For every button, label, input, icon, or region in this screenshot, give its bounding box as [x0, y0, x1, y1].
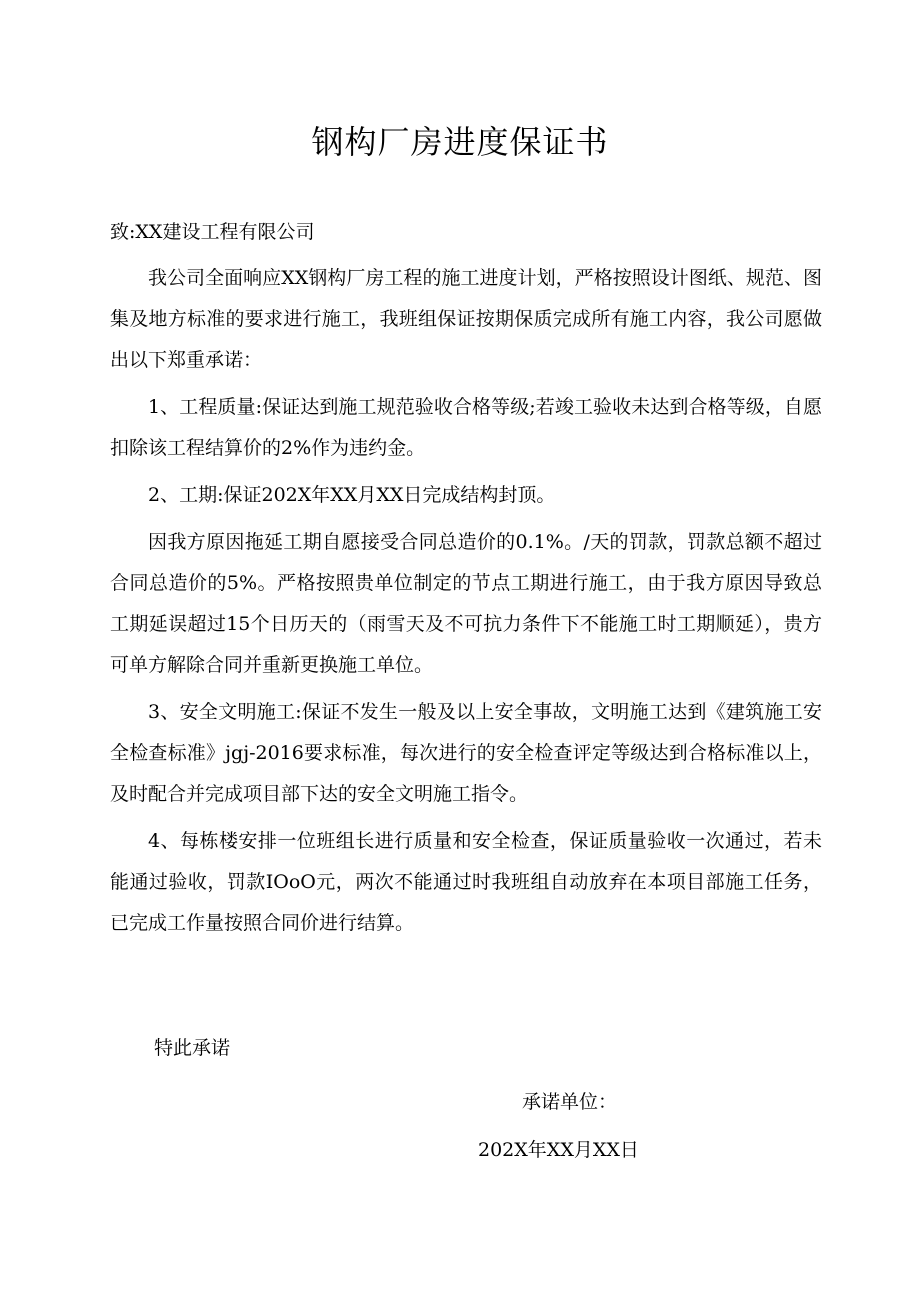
paragraph-schedule: 2、工期:保证202X年XX月XX日完成结构封顶。	[148, 484, 556, 506]
document-body	[110, 258, 822, 950]
paragraph-penalty: 因我方原因拖延工期自愿接受合同总造价的0.1%。/天的罚款，罚款总额不超过合同总造价的5%。严格按照贵单位制定的节点工期进行施工，由于我方原因导致总工期延误超过15个日历天的（雨雪天及不可抗力条件下不能施工时工期顺延），贵方可单方解除合同并重新更换施工单位。	[110, 531, 822, 676]
document-title: 钢构厂房进度保证书	[311, 123, 609, 161]
closing-text: 特此承诺	[154, 1037, 231, 1059]
signer-label: 承诺单位：	[522, 1091, 618, 1113]
paragraph-inspection: 4、每栋楼安排一位班组长进行质量和安全检查，保证质量验收一次通过，若未能通过验收，罚款IOoO元，两次不能通过时我班组自动放弃在本项目部施工任务，已完成工作量按照合同价进行结算。	[110, 830, 822, 934]
signature-date: 202X年XX月XX日	[478, 1139, 639, 1161]
paragraph-safety: 3、安全文明施工:保证不发生一般及以上安全事故，文明施工达到《建筑施工安全检查标准》jgj-2016要求标准，每次进行的安全检查评定等级达到合格标准以上，及时配合并完成项目部下达的安全文明施工指令。	[110, 701, 822, 805]
paragraph-quality: 1、工程质量:保证达到施工规范验收合格等级;若竣工验收未达到合格等级，自愿扣除该工程结算价的2%作为违约金。	[110, 396, 822, 459]
salutation: 致:XX建设工程有限公司	[110, 221, 315, 243]
paragraph-intro: 我公司全面响应XX钢构厂房工程的施工进度计划，严格按照设计图纸、规范、图集及地方标准的要求进行施工，我班组保证按期保质完成所有施工内容，我公司愿做出以下郑重承诺：	[110, 267, 822, 371]
